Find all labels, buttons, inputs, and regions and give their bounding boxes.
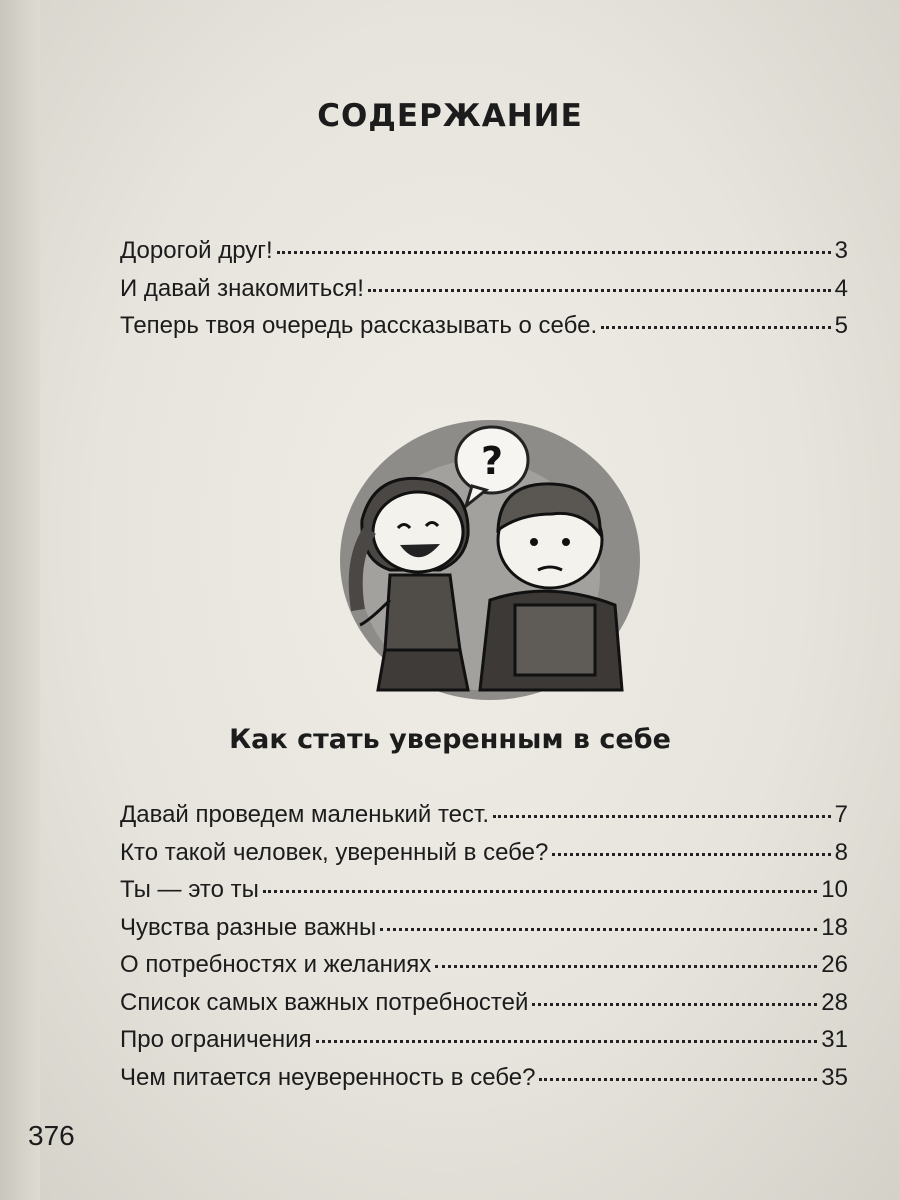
toc-row-leader	[539, 1078, 817, 1081]
toc-row-leader	[552, 853, 830, 856]
toc-row	[120, 834, 848, 872]
toc-row-leader	[263, 890, 817, 893]
toc-row	[120, 946, 848, 984]
toc-row-page: 3	[834, 237, 848, 264]
toc-row-page: 10	[821, 876, 848, 903]
toc-row-label: Давай проведем маленький тест.	[120, 801, 490, 828]
toc-row	[120, 909, 848, 947]
toc-row-label: О потребностях и желаниях	[120, 951, 432, 978]
speech-bubble-question-mark: ?	[480, 439, 504, 483]
toc-row-leader	[277, 251, 831, 254]
toc-row-leader	[601, 326, 831, 329]
toc-row-label: И давай знакомиться!	[120, 274, 364, 302]
toc-row-label: Про ограничения	[120, 1026, 312, 1053]
toc-row	[120, 1059, 848, 1097]
toc-row	[120, 232, 848, 270]
toc-row-page: 8	[834, 838, 848, 866]
toc-row-leader	[532, 1003, 817, 1006]
toc-row-page: 28	[821, 988, 848, 1016]
toc-row-label: Дорогой друг!	[120, 237, 273, 264]
toc-row-label: Список самых важных потребностей	[120, 988, 529, 1016]
section-heading: Как стать уверенным в себе	[229, 724, 671, 755]
toc-row	[120, 270, 848, 308]
toc-row-leader	[493, 815, 831, 818]
toc-row-leader	[435, 965, 817, 968]
toc-row	[120, 871, 848, 909]
toc-row-page: 4	[834, 274, 848, 302]
toc-row	[120, 984, 848, 1022]
toc-row-page: 35	[821, 1063, 848, 1091]
book-spine-shadow	[0, 0, 40, 1200]
page-number: 376	[28, 1120, 75, 1151]
page-title: СОДЕРЖАНИЕ	[317, 98, 583, 134]
toc-row-label: Теперь твоя очередь рассказывать о себе.	[120, 312, 598, 339]
children-illustration	[330, 410, 640, 710]
toc-row-page: 7	[834, 801, 848, 828]
toc-row	[120, 796, 848, 834]
toc-row	[120, 1021, 848, 1059]
toc-row-leader	[316, 1040, 818, 1043]
toc-row-label: Чем питается неуверенность в себе?	[120, 1063, 536, 1091]
toc-row	[120, 307, 848, 345]
toc-row-page: 31	[821, 1026, 848, 1053]
toc-row-leader	[380, 928, 817, 931]
toc-row-label: Ты — это ты	[120, 876, 259, 903]
toc-row-leader	[368, 289, 831, 292]
toc-row-page: 18	[821, 913, 848, 941]
toc-row-page: 26	[821, 951, 848, 978]
toc-intro-list	[120, 232, 848, 345]
toc-row-page: 5	[834, 312, 848, 339]
toc-row-label: Чувства разные важны	[120, 913, 377, 941]
toc-row-label: Кто такой человек, уверенный в себе?	[120, 838, 549, 866]
toc-section-list	[120, 796, 848, 1096]
